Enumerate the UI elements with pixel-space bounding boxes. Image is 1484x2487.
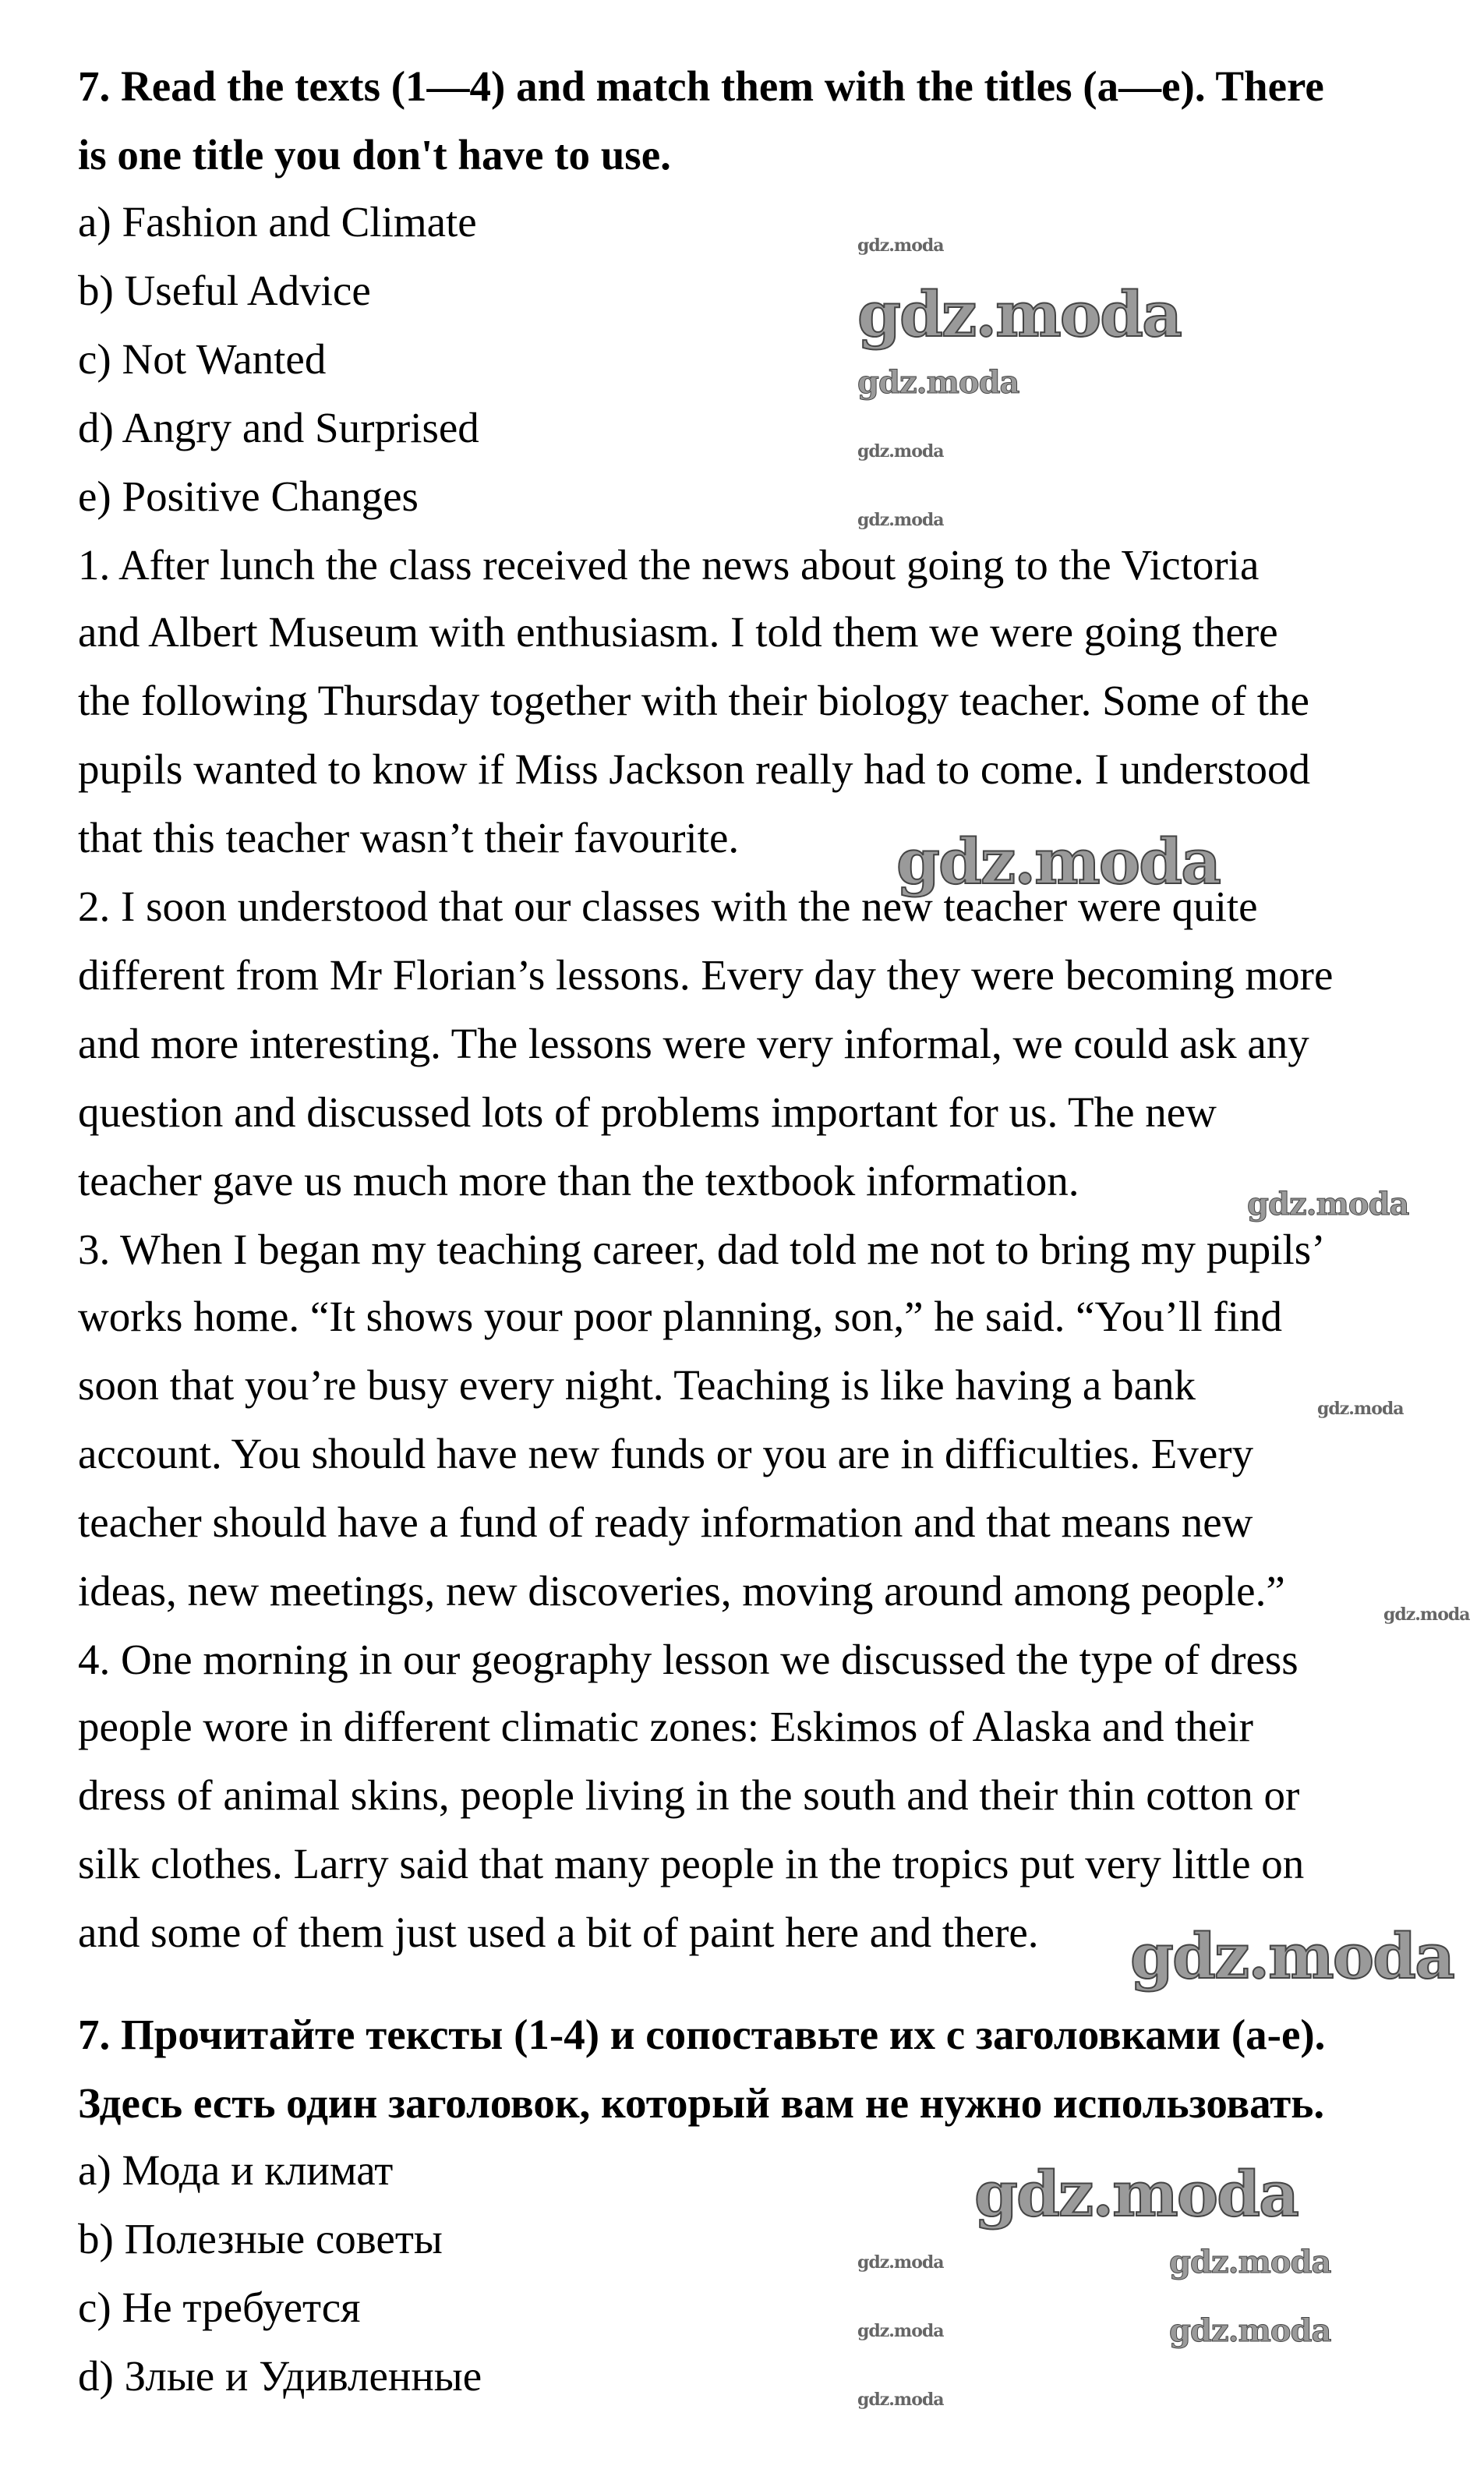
text-line: and some of them just used a bit of paint here and there. — [78, 1909, 1039, 1956]
watermark: gdz.moda — [857, 2390, 944, 2410]
title-option: c) Not Wanted — [78, 335, 327, 383]
text-line: teacher should have a fund of ready information and that means new — [78, 1498, 1253, 1546]
title-option-ru: a) Мода и климат — [78, 2146, 394, 2194]
text-line: works home. “It shows your poor planning, son,” he said. “You’ll find — [78, 1293, 1282, 1340]
title-option-ru: b) Полезные советы — [78, 2215, 443, 2262]
text-line: 4. One morning in our geography lesson we discussed the type of dress — [78, 1636, 1298, 1683]
text-line: silk clothes. Larry said that many people in the tropics put very little on — [78, 1840, 1305, 1887]
text-line: question and discussed lots of problems important for us. The new — [78, 1088, 1217, 1136]
watermark: gdz.moda — [1383, 1604, 1470, 1625]
watermark: gdz.moda — [857, 364, 1019, 401]
title-option: b) Useful Advice — [78, 267, 371, 314]
title-option: e) Positive Changes — [78, 472, 419, 520]
watermark: gdz.moda — [857, 441, 944, 462]
text-line: that this teacher wasn’t their favourite. — [78, 814, 740, 861]
watermark: gdz.moda — [1247, 1186, 1409, 1222]
text-line: soon that you’re busy every night. Teaching is like having a bank — [78, 1361, 1196, 1409]
text-line: dress of animal skins, people living in the south and their thin cotton or — [78, 1771, 1300, 1819]
text-line: 3. When I began my teaching career, dad told me not to bring my pupils’ — [78, 1226, 1326, 1273]
watermark: gdz.moda — [857, 510, 944, 530]
watermark: gdz.moda — [1169, 2244, 1331, 2280]
task-heading-ru: Здесь есть один заголовок, который вам не нужно использовать. — [78, 2079, 1325, 2127]
title-option-ru: d) Злые и Удивленные — [78, 2352, 482, 2400]
task-heading-ru: 7. Прочитайте тексты (1-4) и сопоставьте их с заголовками (а-е). — [78, 2011, 1326, 2058]
text-line: ideas, new meetings, new discoveries, moving around among people.” — [78, 1567, 1285, 1615]
text-line: different from Mr Florian’s lessons. Every day they were becoming more — [78, 951, 1334, 999]
task-heading-en: 7. Read the texts (1—4) and match them with the titles (a—e). There — [78, 62, 1324, 110]
text-line: 1. After lunch the class received the news about going to the Victoria — [78, 541, 1260, 589]
text-line: 2. I soon understood that our classes with the new teacher were quite — [78, 883, 1258, 930]
text-line: and more interesting. The lessons were very informal, we could ask any — [78, 1020, 1309, 1067]
text-line: and Albert Museum with enthusiasm. I told them we were going there — [78, 608, 1278, 656]
text-line: the following Thursday together with their biology teacher. Some of the — [78, 677, 1309, 724]
text-line: people wore in different climatic zones: Eskimos of Alaska and their — [78, 1703, 1253, 1750]
title-option-ru: c) Не требуется — [78, 2284, 361, 2331]
text-line: pupils wanted to know if Miss Jackson really had to come. I understood — [78, 745, 1310, 793]
text-line: account. You should have new funds or you are in difficulties. Every — [78, 1430, 1254, 1477]
watermark: gdz.moda — [1169, 2312, 1331, 2349]
watermark: gdz.moda — [857, 2252, 944, 2273]
title-option: a) Fashion and Climate — [78, 198, 477, 246]
watermark: gdz.moda — [1130, 1919, 1454, 1993]
watermark: gdz.moda — [1317, 1399, 1404, 1419]
task-heading-en: is one title you don't have to use. — [78, 131, 671, 179]
watermark: gdz.moda — [857, 235, 944, 256]
watermark: gdz.moda — [974, 2157, 1298, 2231]
text-line: teacher gave us much more than the textbook information. — [78, 1157, 1079, 1205]
watermark: gdz.moda — [857, 2321, 944, 2341]
watermark: gdz.moda — [896, 825, 1220, 898]
watermark: gdz.moda — [857, 278, 1181, 351]
title-option: d) Angry and Surprised — [78, 404, 479, 451]
